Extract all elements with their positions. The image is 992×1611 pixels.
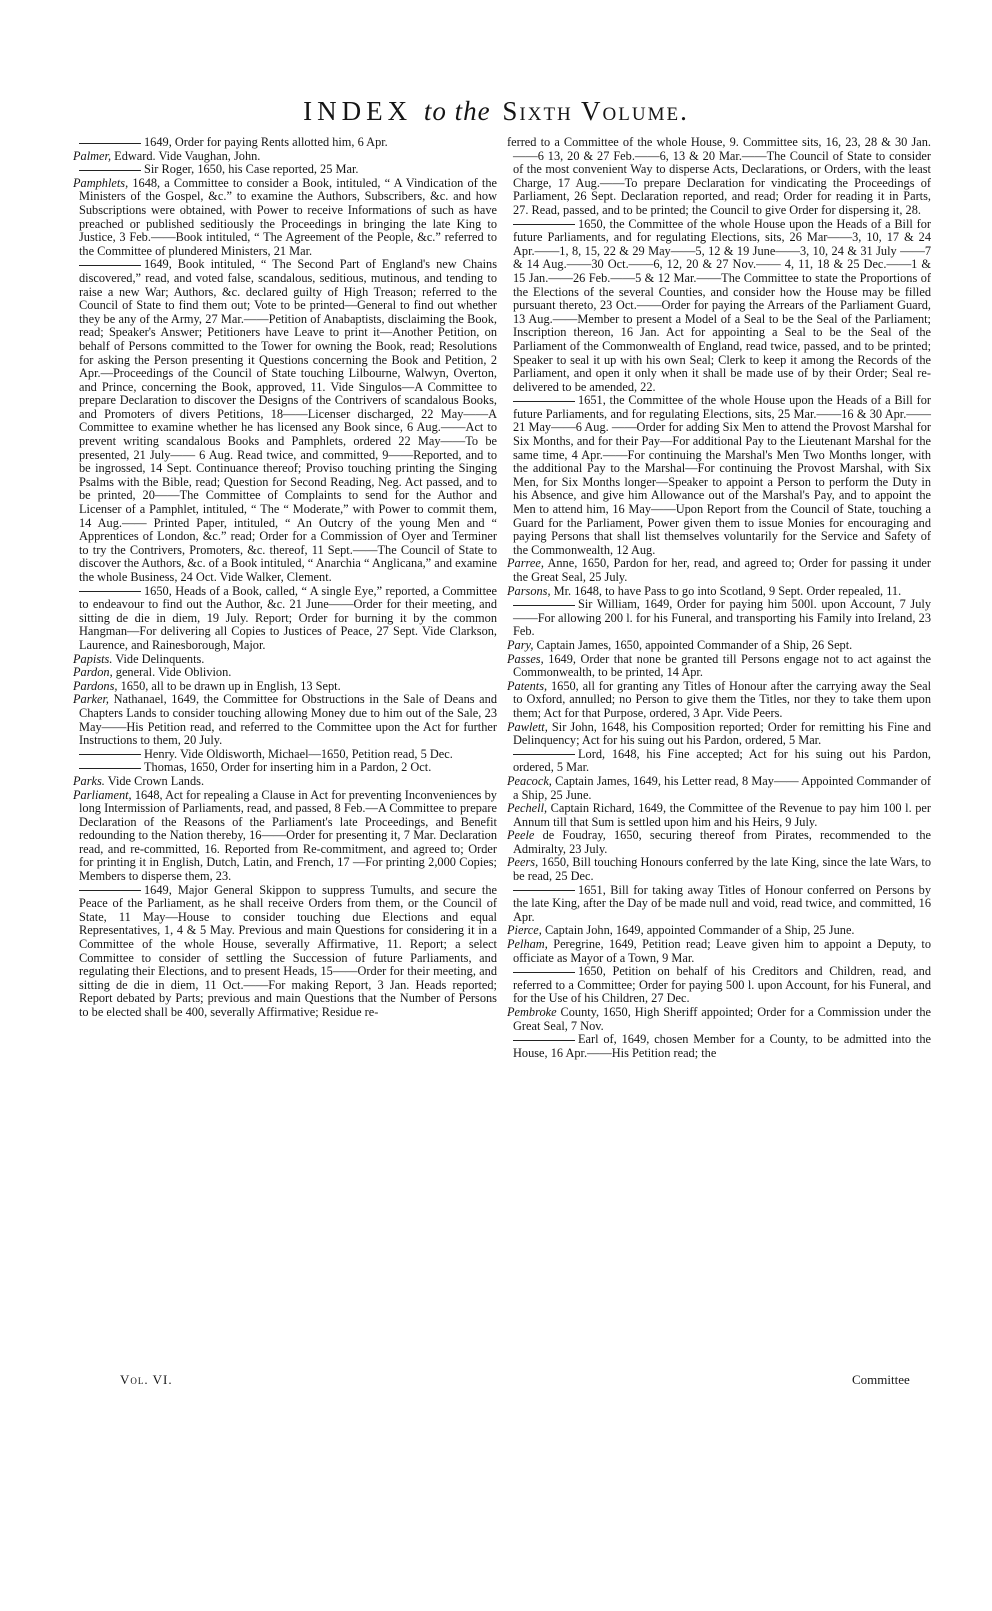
entry-text: Peregrine, 1649, Petition read; Leave given him to appoint a Deputy, to officiate as Mayor of a Town, 9 Mar. bbox=[513, 937, 931, 965]
index-entry bbox=[73, 761, 497, 775]
entry-text: ferred to a Committee of the whole House, 9. Committee sits, 16, 23, 28 & 30 Jan.——6 13, 20 & 27 Feb.——6, 13 & 20 Mar.——The Council of State to consider of the most convenient Way to disperse Acts, Declarations, or Orders, with the least Charge, 17 Aug.——To prepare Declaration for vindicating the Proceedings of Parliament, 26 Sept. Declaration reported, and read; Order for reading it in Parts, 27. Read, passed, and to be printed; the Council to give Order for dispersing it, 28. bbox=[507, 135, 931, 217]
index-entry bbox=[507, 924, 931, 938]
index-entry bbox=[507, 1033, 931, 1060]
entry-text: 1650, all to be drawn up in English, 13 Sept. bbox=[120, 678, 341, 693]
index-entry bbox=[507, 938, 931, 965]
entry-headword: Pierce, bbox=[507, 923, 542, 938]
entry-headword: Parree, bbox=[507, 556, 544, 571]
index-entry bbox=[507, 775, 931, 802]
ditto-rule bbox=[79, 591, 141, 592]
index-entry bbox=[507, 721, 931, 748]
index-entry bbox=[507, 394, 931, 557]
entry-headword: Patents, bbox=[507, 678, 548, 693]
index-entry bbox=[73, 884, 497, 1020]
index-entry bbox=[507, 680, 931, 721]
right-column bbox=[507, 136, 931, 1060]
index-entry bbox=[73, 653, 497, 667]
index-entry bbox=[73, 258, 497, 584]
index-entry bbox=[507, 585, 931, 599]
ditto-rule bbox=[513, 401, 575, 402]
entry-text: Edward. Vide Vaughan, John. bbox=[114, 148, 261, 163]
entry-headword: Pardon, bbox=[73, 665, 113, 680]
entry-text: 1648, a Committee to consider a Book, intituled, “ A Vindication of the Ministers of the Gospel, &c.” to examine the Authors, Subscribers, &c. and how Subscriptions were obtained, with Power to receive Informations of such as have preached or published seditiously the Proceedings in bringing the late King to Justice, 3 Feb.——Book intituled, “ The Agreement of the People, &c.” referred to the Committee of plundered Ministers, 21 Mar. bbox=[79, 175, 497, 258]
index-entry bbox=[73, 177, 497, 259]
entry-headword: Passes, bbox=[507, 651, 544, 666]
entry-text: general. Vide Oblivion. bbox=[115, 665, 232, 680]
entry-headword: Parks. bbox=[73, 773, 105, 788]
entry-headword: Pardons, bbox=[73, 678, 118, 693]
entry-text: de Foudray, 1650, securing thereof from Pirates, recommended to the Admiralty, 23 July. bbox=[513, 828, 931, 856]
index-entry bbox=[507, 653, 931, 680]
index-entry bbox=[507, 136, 931, 218]
ditto-rule bbox=[513, 1040, 575, 1041]
page-title bbox=[0, 96, 992, 127]
index-entry bbox=[507, 829, 931, 856]
entry-text: Sir William, 1649, Order for paying him 500l. upon Account, 7 July——For allowing 200 l. for his Funeral, and transporting his Family into Ireland, 23 Feb. bbox=[513, 597, 931, 639]
ditto-rule bbox=[79, 768, 141, 769]
entry-text: 1651, Bill for taking away Titles of Honour conferred on Persons by the late King, after the Day of be made null and void, read twice, and committed, 16 Apr. bbox=[513, 882, 931, 924]
entry-text: 1650, Heads of a Book, called, “ A single Eye,” reported, a Committee to endeavour to find out the Author, &c. 21 June——Order for their meeting, and sitting de die in diem, 19 July. Report; Order for burning it by the common Hangman—For delivering all Copies to Justices of Peace, 27 Sept. Vide Clarkson, Laurence, and Rainesborough, Major. bbox=[79, 583, 497, 652]
index-entry bbox=[507, 965, 931, 1006]
index-entry bbox=[507, 218, 931, 395]
entry-headword: Peers, bbox=[507, 855, 539, 870]
entry-headword: Parsons, bbox=[507, 583, 551, 598]
ditto-rule bbox=[513, 224, 575, 225]
entry-text: 1649, Major General Skippon to suppress Tumults, and secure the Peace of the Parliament, as he shall receive Orders from them, or the Council of State, 11 May—House to consider touching due Elections and equal Representatives, 1, 4 & 5 May. Previous and main Questions for considering it in a Committee of the whole House, severally Affirmative, 11. Report; a select Committee to consider of settling the Succession of future Parliaments, and regulating their Elections, and to present Heads, 15——Order for their meeting, and sitting de die in diem, 11 Oct.——For making Report, 3 Jan. Heads reported; Report debated by Parts; previous and main Questions that the Number of Persons to be elected shall be 400, severally Affirmative; Residue re- bbox=[79, 882, 497, 1019]
entry-text: Lord, 1648, his Fine accepted; Act for his suing out his Pardon, ordered, 5 Mar. bbox=[513, 746, 931, 775]
ditto-rule bbox=[79, 265, 141, 266]
entry-text: 1651, the Committee of the whole House upon the Heads of a Bill for future Parliaments, and for regulating Elections, sits, 25 Mar.——16 & 30 Apr.——21 May——6 Aug. ——Order for adding Six Men to attend the Provost Marshal for Six Months, and for their Pay—For additional Pay to the Lieutenant Marshal for the same time, 4 Apr.——For continuing the Marshal's Men Two Months longer, with the additional Pay to the Marshal—For continuing the Provost Marshal, with Six Men, for Six Months longer—Speaker to appoint a Person to perform the Duty in his Absence, and give him Allowance out of the Marshal's Pay, and to appoint the Men to attend him, 16 May——Upon Report from the Council of State, touching a Guard for the Parliament, Power given them to issue Monies for encouraging and paying Persons that shall list themselves voluntarily for the Service and Safety of the Commonwealth, 12 Aug. bbox=[513, 393, 931, 557]
entry-text: Sir John, 1648, his Composition reported; Order for remitting his Fine and Delinquency; Act for his suing out his Pardon, ordered, 5 Mar. bbox=[513, 719, 931, 748]
catchword: Committee bbox=[852, 1372, 910, 1387]
entry-text: Vide Delinquents. bbox=[115, 651, 205, 666]
entry-headword: Pary, bbox=[507, 637, 534, 652]
entry-text: Earl of, 1649, chosen Member for a County, to be admitted into the House, 16 Apr.——His Petition read; the bbox=[513, 1032, 931, 1060]
title-volume: Sixth Volume. bbox=[502, 96, 689, 126]
entry-text: 1650, Petition on behalf of his Creditors and Children, read, and referred to a Committee; Order for paying 500 l. upon Account, for his Funeral, and for the Use of his Children, 27 Dec. bbox=[513, 964, 931, 1006]
index-entry bbox=[507, 856, 931, 883]
ditto-rule bbox=[513, 605, 575, 606]
entry-headword: Pamphlets, bbox=[73, 175, 129, 190]
ditto-rule bbox=[513, 754, 575, 755]
title-index: INDEX bbox=[303, 96, 413, 126]
entry-headword: Papists. bbox=[73, 651, 113, 666]
entry-headword: Parliament, bbox=[73, 787, 132, 802]
ditto-rule bbox=[79, 754, 141, 755]
index-entry bbox=[73, 789, 497, 884]
index-entry bbox=[73, 136, 497, 150]
entry-text: Nathanael, 1649, the Committee for Obstructions in the Sale of Deans and Chapters Lands to consider touching allowing Money due to him out of the Sale, 23 May——His Petition read, and referred to the Committee upon the Act for further Instructions to them, 20 July. bbox=[79, 692, 497, 748]
index-entry bbox=[73, 680, 497, 694]
index-entry bbox=[507, 884, 931, 925]
entry-headword: Pechell, bbox=[507, 801, 548, 816]
title-to-the: to the bbox=[423, 96, 491, 126]
entry-text: Henry. Vide Oldisworth, Michael—1650, Petition read, 5 Dec. bbox=[144, 746, 453, 761]
entry-headword: Pawlett, bbox=[507, 719, 548, 734]
left-column bbox=[73, 136, 497, 1020]
ditto-rule bbox=[513, 890, 575, 891]
ditto-rule bbox=[79, 143, 141, 144]
entry-text: County, 1650, High Sheriff appointed; Order for a Commission under the Great Seal, 7 Nov. bbox=[513, 1005, 931, 1033]
entry-text: 1650, Bill touching Honours conferred by the late King, since the late Wars, to be read, 25 Dec. bbox=[513, 855, 931, 884]
index-entry bbox=[73, 666, 497, 680]
entry-text: 1650, the Committee of the whole House upon the Heads of a Bill for future Parliaments, and for regulating Elections, sits, 26 Mar——3, 10, 17 & 24 Apr.——1, 8, 15, 22 & 29 May——5, 12 & 19 June——3, 10, 24 & 31 July ——7 & 14 Aug.——30 Oct.——6, 12, 20 & 27 Nov.—— 4, 11, 18 & 25 Dec.——1 & 15 Jan.——26 Feb.——5 & 12 Mar.——The Committee to state the Proportions of the Elections of the several Counties, and consider how the House may be filled pursuant thereto, 23 Oct.——Order for paying the Arrears of the Parliament Guard, 13 Aug.——Member to present a Model of a Seal to be the Seal of the Parliament; Inscription thereon, 16 Jan. Act for appointing a Seal to be the Seal of the Parliament of the Commonwealth of England, read twice, passed, and to be printed; Speaker to seal it up with his own Seal; Clerk to keep it among the Records of the Parliament, and open it only when it shall be made use of by their Order; Seal re-delivered to be amended, 22. bbox=[513, 216, 931, 394]
index-entry bbox=[507, 598, 931, 639]
entry-text: 1649, Order that none be granted till Persons engage not to act against the Commonwealth, to be printed, 14 Apr. bbox=[513, 651, 931, 680]
index-entry bbox=[73, 585, 497, 653]
entry-text: 1650, all for granting any Titles of Honour after the carrying away the Seal to Oxford, annulled; no Person to give them the Titles, nor they to take them upon them; Act for that Purpose, ordered, 3 Apr. Vide Peers. bbox=[513, 678, 931, 720]
entry-headword: Peele bbox=[507, 828, 535, 843]
entry-headword: Peacock, bbox=[507, 773, 552, 788]
index-entry bbox=[507, 748, 931, 775]
index-entry bbox=[73, 775, 497, 789]
index-entry bbox=[73, 693, 497, 747]
index-entry bbox=[73, 150, 497, 164]
entry-text: Thomas, 1650, Order for inserting him in a Pardon, 2 Oct. bbox=[144, 760, 432, 775]
index-entry bbox=[507, 802, 931, 829]
entry-headword: Palmer, bbox=[73, 148, 112, 163]
entry-headword: Parker, bbox=[73, 692, 109, 707]
index-entry bbox=[73, 748, 497, 762]
entry-text: Captain Richard, 1649, the Committee of the Revenue to pay him 100 l. per Annum till that Sum is settled upon him and his Heirs, 9 July. bbox=[513, 801, 931, 829]
entry-text: 1649, Order for paying Rents allotted him, 6 Apr. bbox=[144, 135, 388, 149]
index-entry bbox=[507, 639, 931, 653]
entry-text: Mr. 1648, to have Pass to go into Scotland, 9 Sept. Order repealed, 11. bbox=[553, 583, 902, 598]
entry-text: Sir Roger, 1650, his Case reported, 25 Mar. bbox=[144, 162, 359, 177]
entry-text: Captain James, 1649, his Letter read, 8 May—— Appointed Commander of a Ship, 25 June. bbox=[513, 773, 931, 802]
entry-headword: Pembroke bbox=[507, 1005, 557, 1019]
entry-headword: Pelham, bbox=[507, 937, 548, 952]
index-entry bbox=[507, 557, 931, 584]
ditto-rule bbox=[79, 890, 141, 891]
entry-text: Anne, 1650, Pardon for her, read, and agreed to; Order for passing it under the Great Seal, 25 July. bbox=[513, 556, 931, 584]
entry-text: 1649, Book intituled, “ The Second Part of England's new Chains discovered,” read, and voted false, scandalous, seditious, mutinous, and tending to raise a new War; Authors, &c. declared guilty of High Treason; referred to the Council of State to find them out; Vote to be printed—General to find out whether they be any of the Army, 27 Mar.——Petition of Anabaptists, disclaiming the Book, read; Speaker's Answer; Petitioners have Leave to print it—Another Petition, on behalf of Persons committed to the Tower for owning the Book, read; Resolutions for asking the Person presenting it Questions concerning the Book and Petition, 2 Apr.—Proceedings of the Council of State touching Lilbourne, Walwyn, Overton, and Prince, concerning the Book, approved, 11. Vide Singulos—A Committee to prepare Declaration to discover the Designs of the Contrivers of scandalous Books, and Promoters of divers Petitions, 18——Licenser discharged, 22 May——A Committee to examine whether he has licensed any Book since, 6 Aug.——Act to prevent writing scandalous Books and Pamphlets, ordered 22 May——To be presented, 21 July—— 6 Aug. Read twice, and committed, 9——Reported, and to be ingrossed, 14 Sept. Continuance thereof; Proviso touching printing the Singing Psalms with the Bible, read; Question for Second Reading, Neg. Act passed, and to be printed, 20——The Committee of Complaints to send for the Author and Licenser of a Pamphlet, intituled, “ The “ Moderate,” with Power to commit them, 14 Aug.—— Printed Paper, intituled, “ An Outcry of the young Men and “ Apprentices of London, &c.” read; Order for a Commission of Oyer and Terminer to try the Contrivers, Promoters, &c. thereof, 11 Sept.——The Council of State to discover the Authors, &c. of a Book intituled, “ Anarchia “ Anglicana,” and examine the whole Business, 24 Oct. Vide Walker, Clement. bbox=[79, 257, 497, 584]
ditto-rule bbox=[79, 170, 141, 171]
index-entry bbox=[507, 1006, 931, 1033]
volume-signature: Vol. VI. bbox=[120, 1372, 173, 1387]
entry-text: Vide Crown Lands. bbox=[107, 773, 205, 788]
index-entry bbox=[73, 163, 497, 177]
entry-text: Captain John, 1649, appointed Commander of a Ship, 25 June. bbox=[544, 923, 855, 938]
ditto-rule bbox=[513, 972, 575, 973]
entry-text: Captain James, 1650, appointed Commander of a Ship, 26 Sept. bbox=[536, 637, 853, 652]
entry-text: 1648, Act for repealing a Clause in Act for preventing Inconveniences by long Intermission of Parliaments, read, and passed, 8 Feb.—A Committee to prepare Declaration of the Reasons of the Parliament's late Proceedings, and Benefit redounding to the Nation thereby, 16——Order for presenting it, 7 Mar. Declaration read, and re-committed, 16. Reported from Re-commitment, and agreed to; Order for printing it in English, Dutch, Latin, and French, 17 —For printing 2,000 Copies; Members to disperse them, 23. bbox=[79, 787, 497, 884]
